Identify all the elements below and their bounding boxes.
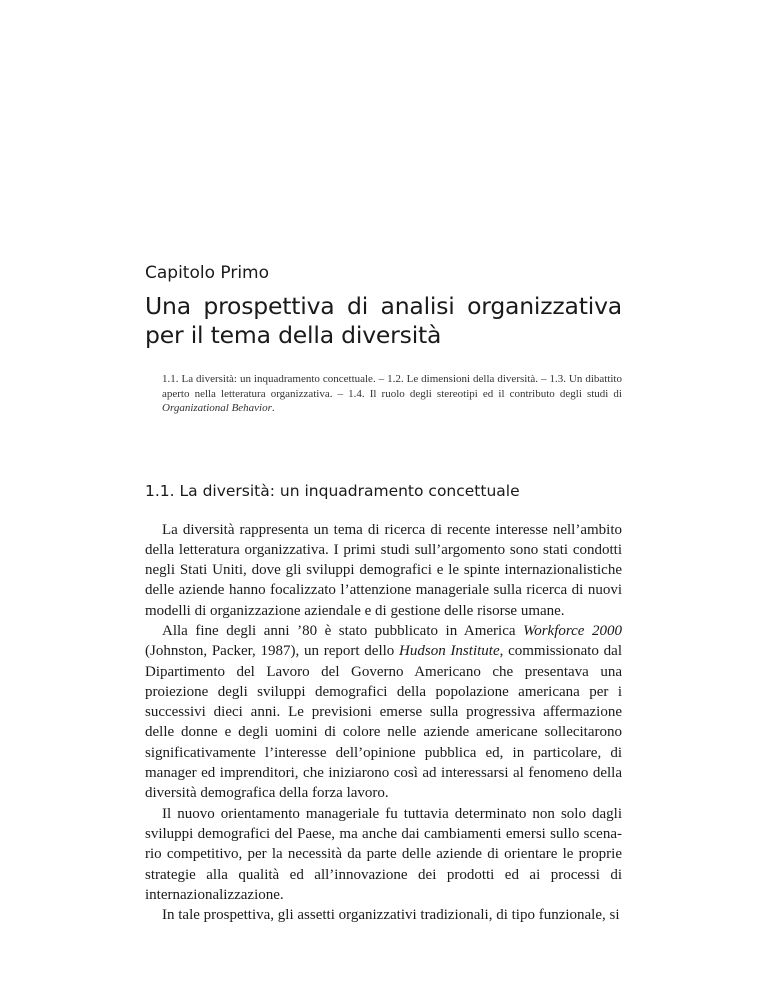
paragraph-2 <box>145 621 622 804</box>
section-heading: 1.1. La diversità: un inquadramento concettuale <box>145 481 520 500</box>
summary-end: . <box>271 402 275 414</box>
page-content <box>145 262 622 925</box>
paragraph-4: In tale prospettiva, gli assetti organizzativi tradizionali, di tipo funzionale, si <box>162 907 620 924</box>
paragraph-2-text-b: (Johnston, Packer, 1987), un report dello <box>145 643 400 660</box>
chapter-title: Una prospettiva di analisi organizzativa per il tema della diversità <box>145 292 622 349</box>
paragraph-1: La diversità rappresenta un tema di ricerca di recente interesse nell’ambito della letteratura organizzativa. I primi studi sull’argomento sono stati condotti negli Stati Uniti, dove gli sviluppi demografici e le spinte internazionalistiche delle aziende hanno focalizzato l’attenzione manageriale sulla ricerca di nuovi modelli di organizzazione aziendale e di gestione delle risorse umane. <box>145 521 622 619</box>
summary-text: 1.1. La diversità: un inquadramento concettuale. – 1.2. Le dimensioni della diversità. – 1.3. Un dibattito aperto nella letteratura organizzativa. – 1.4. Il ruolo degli stereotipi ed il contributo degli studi di <box>162 373 622 400</box>
chapter-summary <box>145 372 622 416</box>
paragraph-2-text-c: , commissionato dal Dipartimento del Lavoro del Governo Americano che presentava una proiezione degli sviluppi demografici della popolazione americana per i successivi dieci anni. Le previsioni emerse sulla progressiva affermazione delle donne e degli uomini di colore nelle aziende americane sollecitarono significativamente l’interesse dell’opinione pubblica ed, in particolare, di manager ed imprenditori, che iniziarono così ad interessarsi al fenomeno della diversità demografica della forza lavoro. <box>145 643 622 802</box>
paragraph-3: Il nuovo orientamento manageriale fu tuttavia determinato non solo dagli sviluppi demografici del Paese, ma anche dai cambiamenti emersi sullo scenario competitivo, per la necessità da parte delle aziende di orientare le proprie strategie alla qualità ed all’innovazione dei prodotti ed ai processi di internazionalizzazione. <box>145 805 622 903</box>
summary-italic-text: Organizational Behavior <box>162 402 272 414</box>
paragraph-2-text-a: Alla fine degli anni ’80 è stato pubblicato in America <box>162 622 524 639</box>
body-text <box>145 520 622 926</box>
chapter-label: Capitolo Primo <box>145 263 270 283</box>
workforce-2000-title: Workforce 2000 <box>523 622 622 639</box>
hudson-institute-name: Hudson Institute <box>399 643 500 660</box>
